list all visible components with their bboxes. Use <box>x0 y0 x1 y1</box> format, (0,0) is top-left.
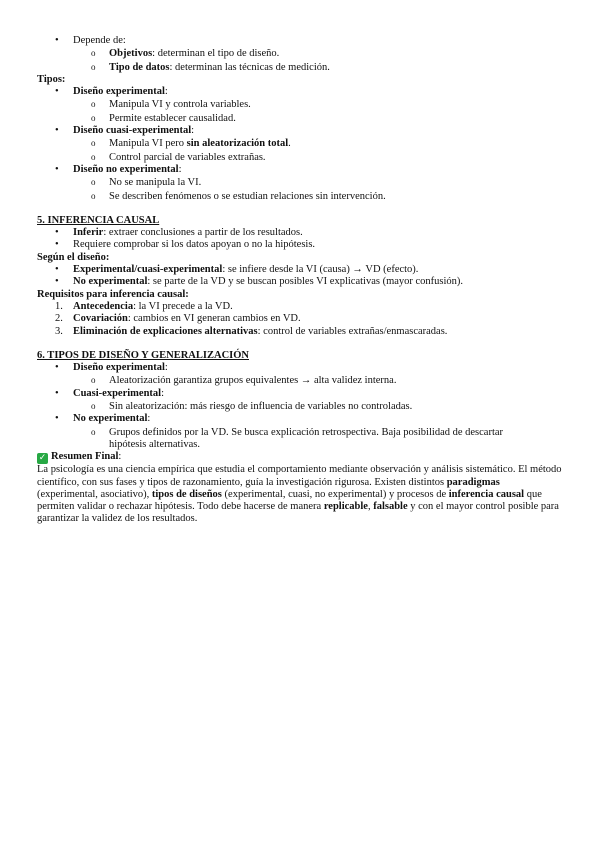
list-item-s6-experimental: • Diseño experimental: <box>37 362 562 374</box>
list-item-no-experimental: • No experimental: se parte de la VD y se buscan posibles VI explicativas (mayor confusión). <box>37 276 562 288</box>
list-item-diseno-experimental: • Diseño experimental: <box>37 86 562 98</box>
list-item-no-manipula: o No se manipula la VI. <box>37 176 562 189</box>
list-item-experimental-cuasi: • Experimental/cuasi-experimental: se infiere desde la VI (causa) → VD (efecto). <box>37 264 562 276</box>
list-item-inferir: • Inferir: extraer conclusiones a partir de los resultados. <box>37 227 562 239</box>
list-item-grupos-definidos: o Grupos definidos por la VD. Se busca explicación retrospectiva. Baja posibilidad de descartar <box>37 426 562 439</box>
list-item-covariacion: 2. Covariación: cambios en VI generan cambios en VD. <box>55 313 301 325</box>
list-item-diseno-cuasi: • Diseño cuasi-experimental: <box>37 125 562 137</box>
list-item-sin-aleatorizacion: o Manipula VI pero sin aleatorización total. <box>37 137 562 150</box>
check-mark-icon: ✓ <box>38 453 47 464</box>
list-item-objetivos: o Objetivos: determinan el tipo de diseño. <box>37 47 562 60</box>
list-item-causalidad: o Permite establecer causalidad. <box>37 112 562 125</box>
list-item-manipula-controla: o Manipula VI y controla variables. <box>37 98 562 111</box>
list-item-s6-cuasi: • Cuasi-experimental: <box>37 388 562 400</box>
label-segun-diseno: Según el diseño: <box>37 251 110 263</box>
list-item-tipo-datos: o Tipo de datos: determinan las técnicas de medición. <box>37 61 562 74</box>
list-item-describen: o Se describen fenómenos o se estudian relaciones sin intervención. <box>37 190 562 203</box>
list-item-s6-no-experimental: • No experimental: <box>37 413 562 425</box>
list-item-eliminacion: 3. Eliminación de explicaciones alternativas: control de variables extrañas/enmascaradas. <box>55 325 448 337</box>
label-requisitos: Requisitos para inferencia causal: <box>37 288 189 300</box>
label-tipos: Tipos: <box>37 73 66 85</box>
section-heading-tipos-diseno: 6. TIPOS DE DISEÑO Y GENERALIZACIÓN <box>37 349 249 361</box>
list-item-control-parcial: o Control parcial de variables extrañas. <box>37 151 562 164</box>
list-item-diseno-no-experimental: • Diseño no experimental: <box>37 164 562 176</box>
section-heading-inferencia-causal: 5. INFERENCIA CAUSAL <box>37 214 160 226</box>
list-item-requiere: • Requiere comprobar si los datos apoyan o no la hipótesis. <box>37 239 562 251</box>
list-item-grupos-definidos-cont: hipótesis alternativas. <box>109 438 200 450</box>
summary-paragraph: La psicología es una ciencia empírica que estudia el comportamiento mediante observación y análisis sistemático. El método científico, con sus fases y tipos de razonamiento, guía la investigación rigurosa. Existen distintos paradigmas (experimental, asociativo), tipos de diseños (experimental, cuasi, no experimental) y procesos de inferencia causal que permiten validar o rechazar hipótesis. Todo debe hacerse de manera replicable, falsable y con el mayor control posible para garantizar la validez de los resultados. <box>37 464 562 525</box>
list-item-antecedencia: 1. Antecedencia: la VI precede a la VD. <box>55 300 233 312</box>
list-item-aleatorizacion: o Aleatorización garantiza grupos equivalentes → alta validez interna. <box>37 374 562 387</box>
list-item-sin-aleatorizacion-riesgo: o Sin aleatorización: más riesgo de influencia de variables no controladas. <box>37 400 562 413</box>
list-item-depende: • Depende de: <box>37 35 562 47</box>
summary-heading: ✓ Resumen Final: <box>38 451 122 464</box>
